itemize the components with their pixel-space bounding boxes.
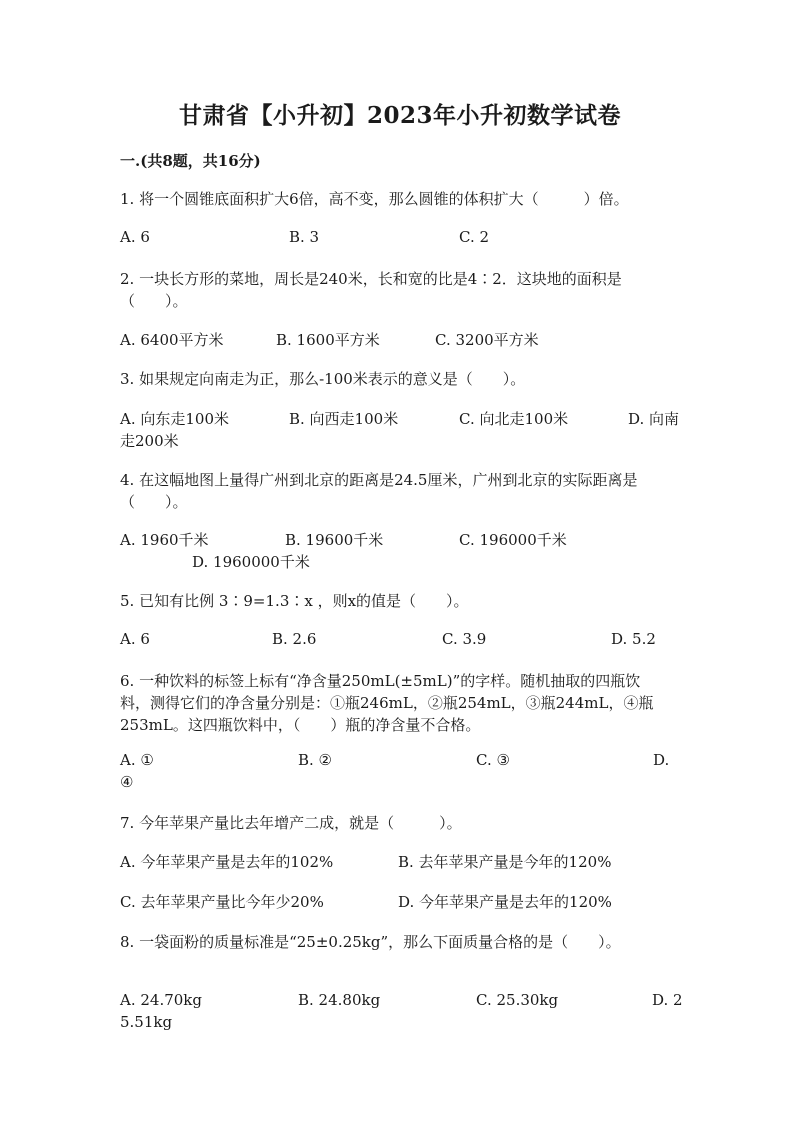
- question-text: 6. 一种饮料的标签上标有“净含量250mL(±5mL)”的字样。随机抽取的四瓶饮: [120, 672, 641, 690]
- option-a: A. 6400平方米: [120, 331, 224, 349]
- question-text: 2. 一块长方形的菜地，周长是240米，长和宽的比是4∶2．这块地的面积是: [120, 270, 622, 288]
- option-d: D. 5.2: [611, 630, 656, 648]
- option-c: C. 向北走100米: [459, 410, 569, 428]
- page-title: 甘肃省【小升初】2023年小升初数学试卷: [178, 102, 621, 129]
- question-text-cont: （ ）。: [120, 493, 188, 511]
- option-b: B. 3: [289, 228, 320, 246]
- question-text: 8. 一袋面粉的质量标准是“25±0.25kg”，那么下面质量合格的是（ ）。: [120, 933, 621, 951]
- option-a: A. 向东走100米: [120, 410, 229, 428]
- option-c: C. 去年苹果产量比今年少20%: [120, 893, 324, 911]
- option-b: B. 向西走100米: [289, 410, 399, 428]
- question-text: 7. 今年苹果产量比去年增产二成，就是（ ）。: [120, 814, 462, 832]
- option-a: A. 6: [120, 228, 150, 246]
- option-d-cont: 5.51kg: [120, 1013, 173, 1031]
- question-text: 4. 在这幅地图上量得广州到北京的距离是24.5厘米，广州到北京的实际距离是: [120, 471, 638, 489]
- option-d: D. 2: [652, 991, 683, 1009]
- question-text-cont: （ ）。: [120, 292, 188, 310]
- option-d-cont: 走200米: [120, 432, 179, 450]
- option-b: B. 24.80kg: [298, 991, 381, 1009]
- option-c: C. 196000千米: [459, 531, 567, 549]
- option-d-cont: ④: [120, 773, 134, 791]
- option-d: D. 向南: [628, 410, 680, 428]
- option-c: C. 3200平方米: [435, 331, 539, 349]
- question-text-cont: 253mL。这四瓶饮料中，（ ）瓶的净含量不合格。: [120, 716, 481, 734]
- option-c: C. 2: [459, 228, 490, 246]
- option-a: A. 24.70kg: [120, 991, 203, 1009]
- option-a: A. 6: [120, 630, 150, 648]
- question-text-cont: 料，测得它们的净含量分别是：①瓶246mL，②瓶254mL，③瓶244mL，④瓶: [120, 694, 654, 712]
- option-b: B. ②: [298, 751, 333, 769]
- option-d: D.: [653, 751, 670, 769]
- question-text: 5. 已知有比例 3∶9=1.3∶x ，则x的值是（ ）。: [120, 592, 469, 610]
- option-c: C. 25.30kg: [476, 991, 559, 1009]
- option-b: B. 1600平方米: [276, 331, 380, 349]
- option-a: A. 今年苹果产量是去年的102%: [120, 853, 334, 871]
- option-c: C. ③: [476, 751, 510, 769]
- option-c: C. 3.9: [442, 630, 487, 648]
- option-d: D. 1960000千米: [192, 553, 310, 571]
- question-text: 1. 将一个圆锥底面积扩大6倍，高不变，那么圆锥的体积扩大（ ）倍。: [120, 190, 629, 208]
- option-b: B. 19600千米: [285, 531, 384, 549]
- section-header: 一.(共8题，共16分): [120, 152, 261, 170]
- option-a: A. 1960千米: [120, 531, 209, 549]
- question-text: 3. 如果规定向南走为正，那么-100米表示的意义是（ ）。: [120, 370, 526, 388]
- option-b: B. 2.6: [272, 630, 317, 648]
- option-a: A. ①: [120, 751, 154, 769]
- option-b: B. 去年苹果产量是今年的120%: [398, 853, 612, 871]
- option-d: D. 今年苹果产量是去年的120%: [398, 893, 612, 911]
